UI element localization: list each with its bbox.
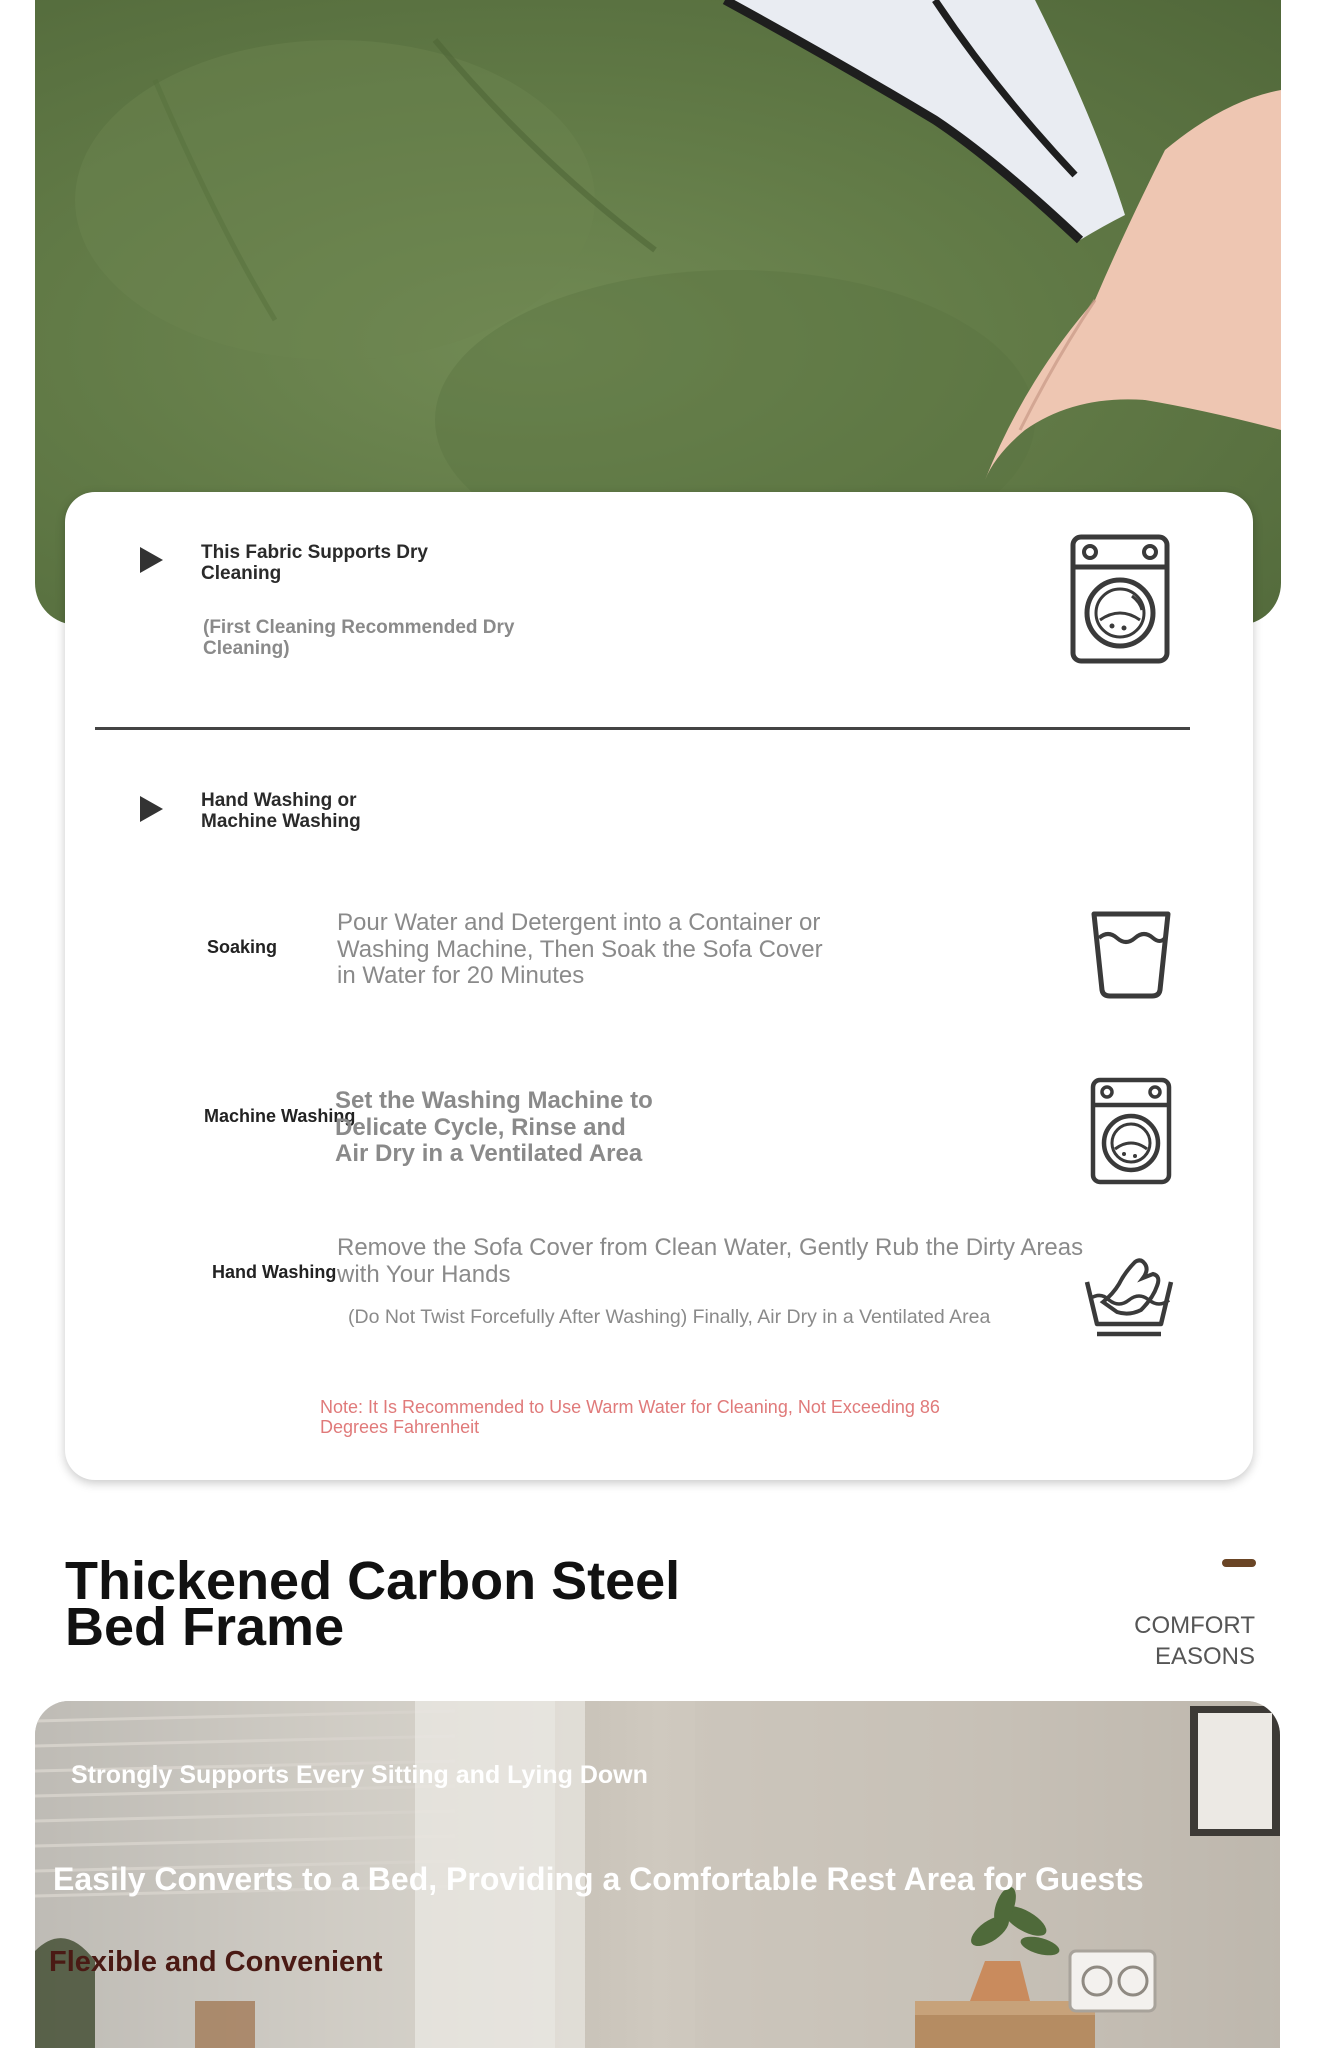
care-instructions-card	[65, 492, 1253, 1480]
step-text-soaking: Pour Water and Detergent into a Container or Washing Machine, Then Soak the Sofa Cover in Water for 20 Minutes	[337, 909, 823, 989]
washing-machine-icon	[1090, 1077, 1172, 1185]
step-subtext-hand-washing: (Do Not Twist Forcefully After Washing) Finally, Air Dry in a Ventilated Area	[348, 1306, 991, 1328]
dry-clean-title: This Fabric Supports Dry Cleaning	[201, 542, 428, 584]
section-title: Thickened Carbon Steel Bed Frame	[65, 1551, 681, 1657]
play-triangle-icon	[140, 796, 163, 822]
room-caption-supports: Strongly Supports Every Sitting and Lying Down	[71, 1761, 648, 1789]
room-photo	[35, 1701, 1280, 2048]
step-text-machine-washing: Set the Washing Machine to Delicate Cycle, Rinse and Air Dry in a Ventilated Area	[335, 1087, 653, 1167]
water-container-icon	[1090, 910, 1172, 1000]
play-triangle-icon	[140, 547, 163, 573]
room-caption-flexible: Flexible and Convenient	[49, 1946, 383, 1978]
washing-machine-icon	[1070, 534, 1170, 664]
wash-title: Hand Washing or Machine Washing	[201, 790, 361, 832]
step-label-machine-washing: Machine Washing	[204, 1106, 356, 1126]
step-label-hand-washing: Hand Washing	[212, 1262, 337, 1282]
room-caption-converts: Easily Converts to a Bed, Providing a Comfortable Rest Area for Guests	[53, 1861, 1144, 1897]
brand-accent-bar	[1222, 1559, 1256, 1567]
warm-water-note: Note: It Is Recommended to Use Warm Water for Cleaning, Not Exceeding 86 Degrees Fahrenheit	[320, 1397, 940, 1437]
brand-logo: COMFORT EASONS	[1134, 1612, 1255, 1670]
hand-wash-icon	[1083, 1254, 1175, 1340]
section-divider	[95, 727, 1190, 730]
dry-clean-subtitle: (First Cleaning Recommended Dry Cleaning)	[203, 617, 515, 659]
step-text-hand-washing: Remove the Sofa Cover from Clean Water, Gently Rub the Dirty Areas with Your Hands	[337, 1234, 1084, 1288]
step-label-soaking: Soaking	[207, 937, 278, 957]
